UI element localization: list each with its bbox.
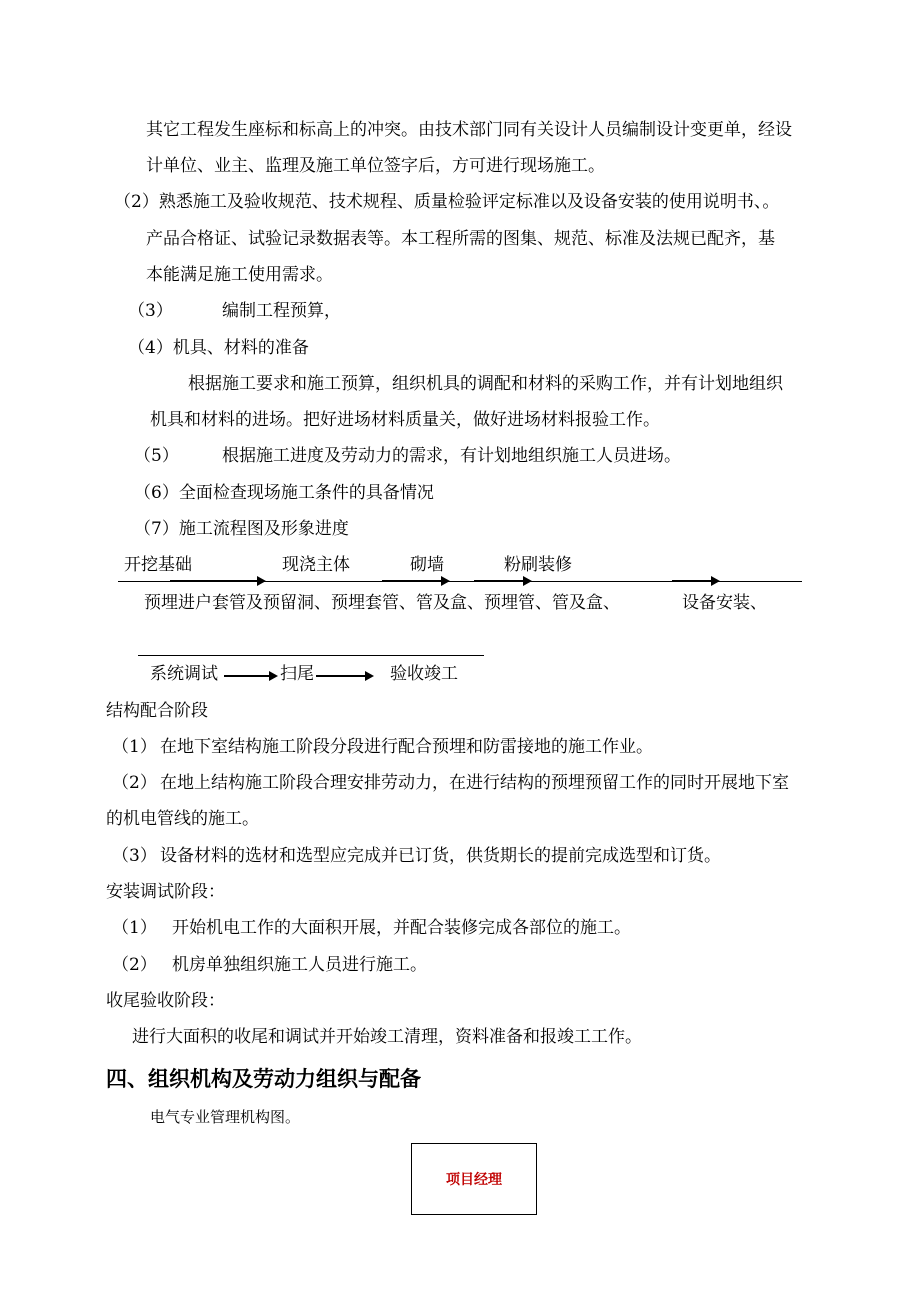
stage-title: 安装调试阶段： — [106, 882, 225, 902]
flow-arrow — [224, 675, 270, 677]
flow-row-text: 设备安装、 — [682, 593, 767, 613]
flow-arrow — [382, 580, 442, 582]
item-number: （1） — [112, 737, 157, 757]
flow-step-label: 现浇主体 — [282, 555, 350, 575]
item-number: （5） — [134, 446, 179, 466]
item-number: （1） — [112, 918, 157, 938]
paragraph-line: 开始机电工作的大面积开展，并配合装修完成各部位的施工。 — [172, 918, 631, 938]
paragraph-line: （2）熟悉施工及验收规范、技术规程、质量检验评定标准以及设备安装的使用说明书、。 — [114, 192, 780, 212]
paragraph-line: 产品合格证、试验记录数据表等。本工程所需的图集、规范、标准及法规已配齐，基 — [146, 229, 775, 249]
paragraph-line: 在地下室结构施工阶段分段进行配合预埋和防雷接地的施工作业。 — [160, 737, 653, 757]
flow-step-label: 砌墙 — [410, 555, 444, 575]
org-chart-box — [411, 1143, 537, 1215]
flow-baseline — [138, 655, 484, 656]
item-number: （3） — [128, 301, 173, 321]
paragraph-line: 进行大面积的收尾和调试并开始竣工清理，资料准备和报竣工工作。 — [132, 1027, 642, 1047]
flow-arrow — [316, 675, 366, 677]
stage-title: 收尾验收阶段： — [106, 991, 225, 1011]
item-number: （2） — [112, 773, 157, 793]
paragraph-line: 设备材料的选材和选型应完成并已订货，供货期长的提前完成选型和订货。 — [160, 846, 721, 866]
item-number: （3） — [112, 846, 157, 866]
item-number: （2） — [112, 955, 157, 975]
paragraph-line: 的机电管线的施工。 — [106, 809, 259, 829]
paragraph-line: 机房单独组织施工人员进行施工。 — [172, 955, 427, 975]
paragraph-line: 根据施工要求和施工预算，组织机具的调配和材料的采购工作，并有计划地组织 — [188, 374, 783, 394]
flow-step-label: 粉刷装修 — [504, 555, 572, 575]
paragraph-line: 机具和材料的进场。把好进场材料质量关，做好进场材料报验工作。 — [150, 410, 660, 430]
stage-title: 结构配合阶段 — [106, 701, 208, 721]
flow-step-label: 验收竣工 — [390, 664, 458, 684]
paragraph-line: 根据施工进度及劳动力的需求，有计划地组织施工人员进场。 — [222, 446, 681, 466]
flow-row-text: 预埋进户套管及预留洞、预埋套管、管及盒、预埋管、管及盒、 — [144, 593, 620, 613]
paragraph-line: （4）机具、材料的准备 — [128, 338, 309, 358]
org-chart-box-label: 项目经理 — [446, 1172, 502, 1188]
flow-step-label: 系统调试 — [150, 664, 218, 684]
caption: 电气专业管理机构图。 — [150, 1108, 301, 1126]
section-heading: 四、组织机构及劳动力组织与配备 — [106, 1067, 421, 1091]
paragraph-line: 在地上结构施工阶段合理安排劳动力，在进行结构的预埋预留工作的同时开展地下室 — [160, 773, 789, 793]
paragraph-line: 计单位、业主、监理及施工单位签字后，方可进行现场施工。 — [146, 156, 605, 176]
paragraph-line: （6）全面检查现场施工条件的具备情况 — [134, 483, 434, 503]
flow-step-label: 开挖基础 — [124, 555, 192, 575]
flow-arrow — [474, 580, 524, 582]
flow-arrow — [672, 580, 712, 582]
paragraph-line: （7）施工流程图及形象进度 — [134, 519, 349, 539]
paragraph-line: 编制工程预算， — [222, 301, 341, 321]
paragraph-line: 本能满足施工使用需求。 — [146, 265, 333, 285]
flow-arrow — [170, 580, 258, 582]
flow-step-label: 扫尾 — [280, 664, 314, 684]
paragraph-line: 其它工程发生座标和标高上的冲突。由技术部门同有关设计人员编制设计变更单，经设 — [146, 120, 792, 140]
